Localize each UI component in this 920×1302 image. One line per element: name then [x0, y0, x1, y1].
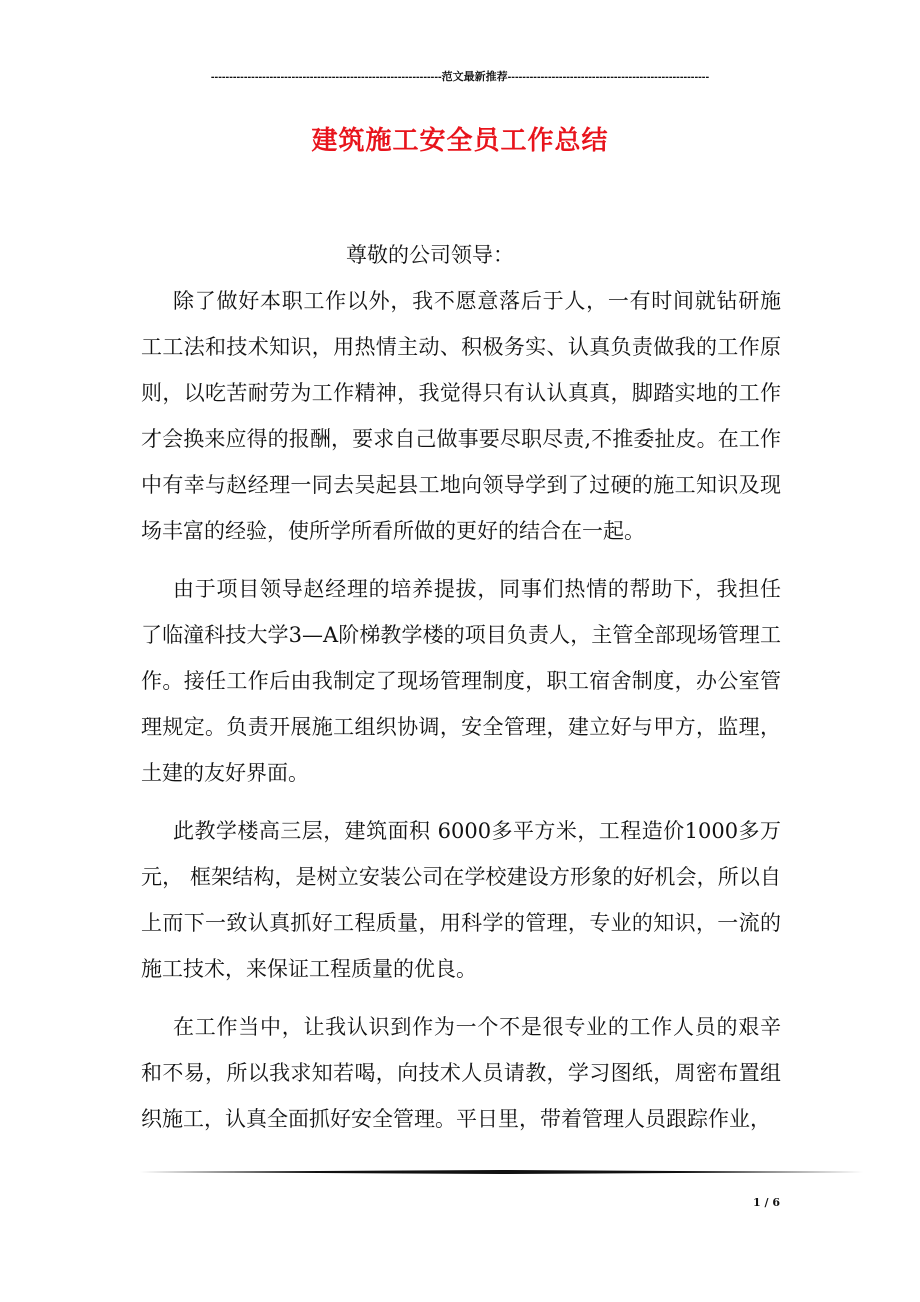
footer-divider — [140, 1170, 863, 1174]
salutation: 尊敬的公司领导： — [346, 243, 514, 267]
paragraph: 在工作当中，让我认识到作为一个不是很专业的工作人员的艰辛和不易，所以我求知若喝，向技术人员请教，学习图纸，周密布置组织施工，认真全面抓好安全管理。平日里，带着管理人员跟踪作业， — [141, 1015, 781, 1131]
document-body — [141, 232, 781, 1154]
page-number: 1 / 6 — [753, 1196, 780, 1209]
paragraph: 此教学楼高三层，建筑面积 6000多平方米，工程造价1000多万元， 框架结构，是树立安装公司在学校建设方形象的好机会，所以自上而下一致认真抓好工程质量，用科学的管理，专业的知识，一流的施工技术，来保证工程质量的优良。 — [141, 819, 781, 981]
document-title: 建筑施工安全员工作总结 — [311, 126, 609, 156]
paragraph: 由于项目领导赵经理的培养提拔，同事们热情的帮助下，我担任了临潼科技大学3—A阶梯教学楼的项目负责人，主管全部现场管理工作。接任工作后由我制定了现场管理制度，职工宿舍制度，办公室管理规定。负责开展施工组织协调，安全管理，建立好与甲方，监理，土建的友好界面。 — [141, 577, 781, 785]
header-banner: ---------------------------------------------------------------范文最新推荐------------------------------------------------------- — [210, 71, 710, 83]
paragraph: 除了做好本职工作以外，我不愿意落后于人，一有时间就钻研施工工法和技术知识，用热情主动、积极务实、认真负责做我的工作原则，以吃苦耐劳为工作精神，我觉得只有认认真真，脚踏实地的工作才会换来应得的报酬，要求自己做事要尽职尽责,不推委扯皮。在工作中有幸与赵经理一同去吴起县工地向领导学到了过硬的施工知识及现场丰富的经验，使所学所看所做的更好的结合在一起。 — [141, 289, 781, 543]
